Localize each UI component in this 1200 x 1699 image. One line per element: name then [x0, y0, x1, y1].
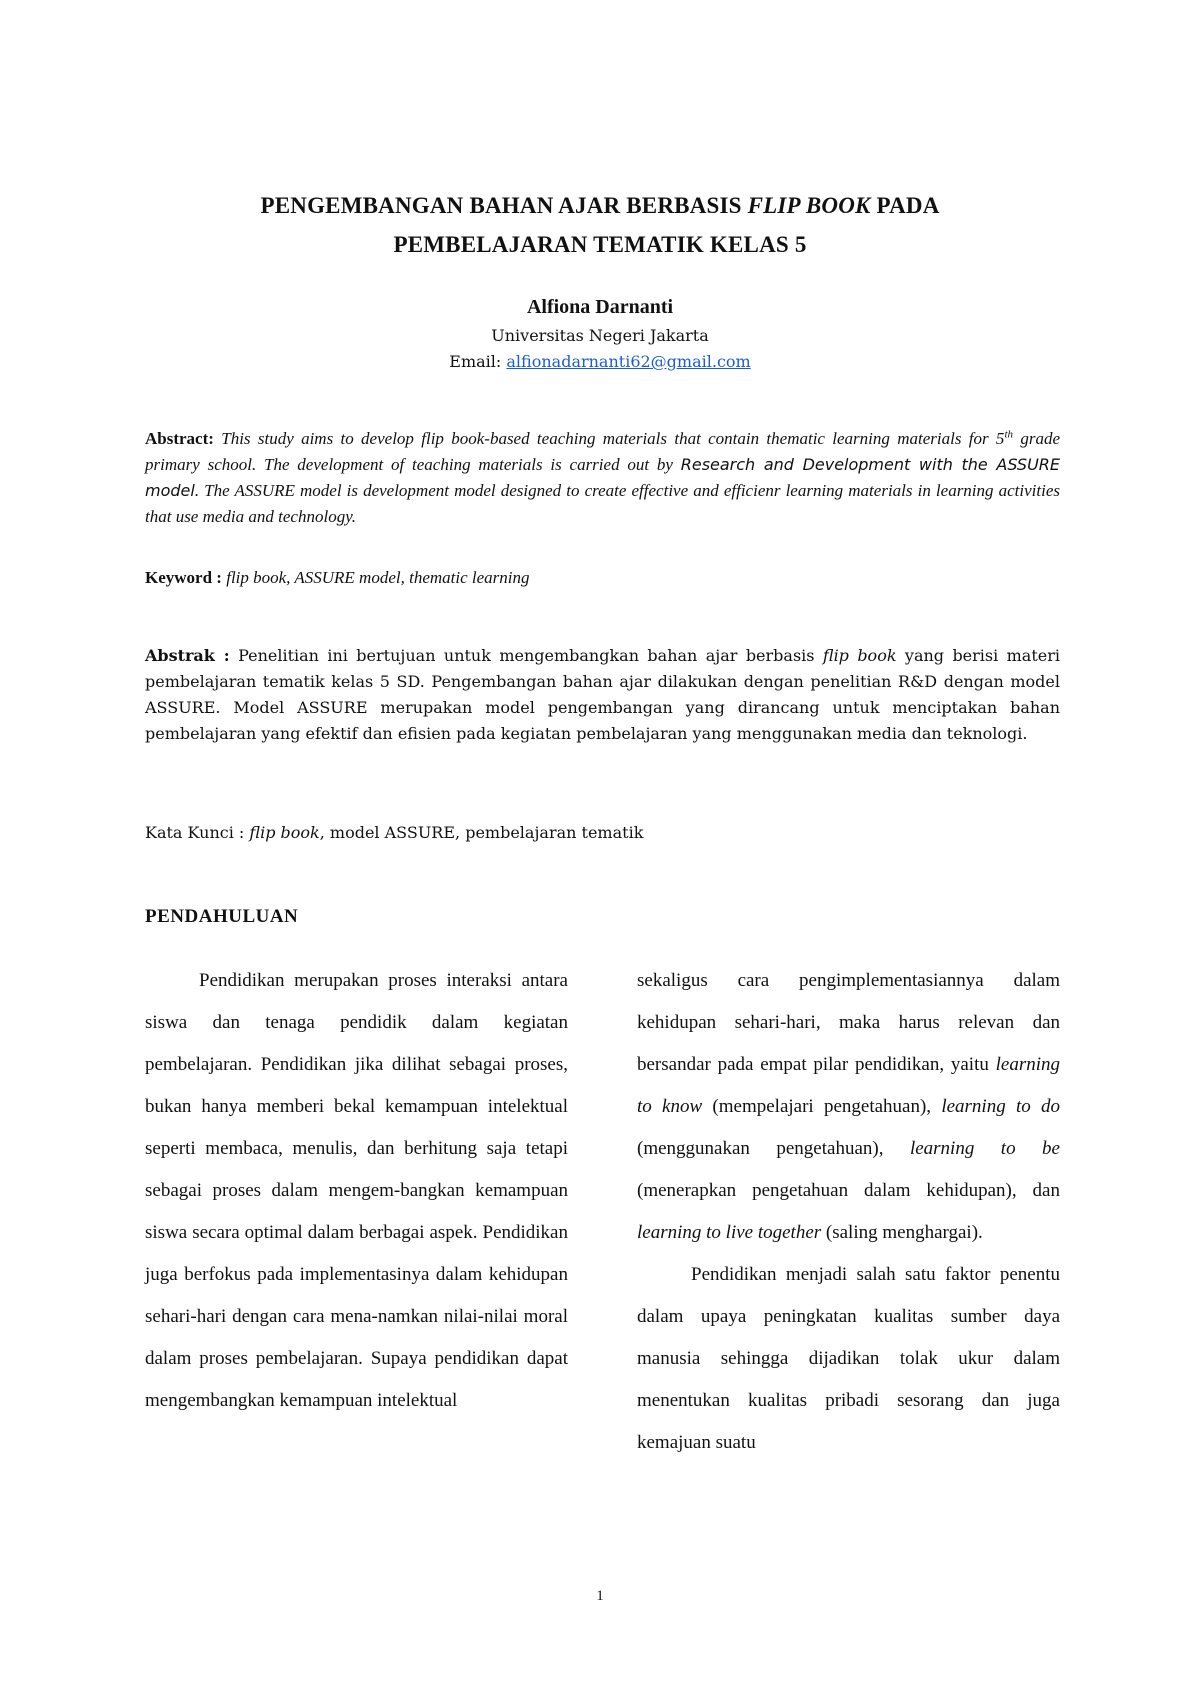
abstract-text-1: This study aims to develop flip book-based teaching materials that contain thematic learning materials for 5	[213, 429, 1005, 448]
keyword-value: flip book, ASSURE model, thematic learning	[221, 568, 530, 587]
section-heading: PENDAHULUAN	[145, 906, 299, 927]
abstrak-label: Abstrak :	[145, 646, 230, 665]
email-label: Email:	[449, 352, 507, 371]
abstract-text-4: . The ASSURE model is development model designed to create effective and efficienr learning materials in learning activities that use media and technology.	[145, 481, 1060, 526]
abstrak-italic: flip book	[822, 646, 897, 665]
title-line2: PEMBELAJARAN TEMATIK KELAS 5	[393, 232, 807, 257]
text-run: (saling menghargai).	[821, 1222, 983, 1243]
text-run: (menggunakan pengetahuan),	[637, 1138, 910, 1159]
abstract-label: Abstract:	[145, 429, 214, 448]
italic-run: learning to be	[909, 1138, 1060, 1159]
title-line1-italic: FLIP BOOK	[747, 193, 871, 218]
keywords-english	[145, 568, 1060, 588]
kata-kunci-italic: flip book	[249, 823, 320, 842]
abstract-superscript: th	[1004, 428, 1013, 441]
italic-run: learning to live together	[637, 1222, 822, 1243]
abstrak-text-2: yang berisi materi pembelajaran tematik kelas 5 SD. Pengembangan bahan ajar dilakukan dengan penelitian R&D dengan model ASSURE. Model ASSURE merupakan model pengembangan yang dirancang untuk menciptakan bahan pembelajaran yang efektif dan efisien pada kegiatan pembelajaran yang menggunakan media dan teknologi.	[145, 646, 1061, 743]
keyword-label: Keyword :	[145, 568, 222, 587]
kata-kunci-label: Kata Kunci :	[145, 823, 250, 842]
column-left	[145, 960, 568, 1422]
paragraph	[637, 960, 1060, 1254]
column-right	[637, 960, 1060, 1464]
paragraph: Pendidikan merupakan proses interaksi antara siswa dan tenaga pendidik dalam kegiatan pembelajaran. Pendidikan jika dilihat sebagai proses, bukan hanya memberi bekal kemampuan intelektual seperti membaca, menulis, dan berhitung saja tetapi sebagai proses dalam mengem-bangkan kemampuan siswa secara optimal dalam berbagai aspek. Pendidikan juga berfokus pada implementasinya dalam kehidupan sehari-hari dengan cara mena-namkan nilai-nilai moral dalam proses pembelajaran. Supaya pendidikan dapat mengembangkan kemampuan intelektual	[145, 970, 568, 1411]
paragraph: Pendidikan menjadi salah satu faktor penentu dalam upaya peningkatan kualitas sumber daya manusia sehingga dijadikan tolak ukur dalam menentukan kualitas pribadi sesorang dan juga kemajuan suatu	[637, 1264, 1060, 1453]
abstract-text-2: grade primary school. The development of teaching materials is carried out by	[145, 429, 1060, 474]
abstract-text-3: Research and Development with the ASSURE model	[145, 455, 1061, 500]
title-line1-b: PADA	[870, 193, 940, 218]
title-line1-a: PENGEMBANGAN BAHAN AJAR BERBASIS	[260, 193, 748, 218]
text-run: sekaligus cara pengimplementasiannya dalam kehidupan sehari-hari, maka harus relevan dan bersandar pada empat pilar pendidikan, yaitu	[637, 970, 1060, 1075]
author-name: Alfiona Darnanti	[526, 296, 674, 318]
author-email-line	[100, 352, 1100, 371]
abstract-english	[145, 426, 1060, 530]
italic-run: learning to know	[637, 1054, 1060, 1117]
text-run: (menerapkan pengetahuan dalam kehidupan), dan	[637, 1180, 1060, 1201]
text-run: (mempelajari pengetahuan),	[702, 1096, 942, 1117]
paper-title	[100, 186, 1100, 264]
keywords-indonesian	[145, 823, 1060, 842]
abstract-indonesian	[145, 643, 1060, 747]
kata-kunci-rest: , model ASSURE, pembelajaran tematik	[319, 823, 644, 842]
email-link[interactable]: alfionadarnanti62@gmail.com	[506, 352, 751, 371]
author-affiliation: Universitas Negeri Jakarta	[491, 326, 709, 345]
italic-run: learning to do	[941, 1096, 1060, 1117]
abstrak-text-1: Penelitian ini bertujuan untuk mengembangkan bahan ajar berbasis	[229, 646, 823, 665]
page-number: 1	[596, 1588, 604, 1604]
